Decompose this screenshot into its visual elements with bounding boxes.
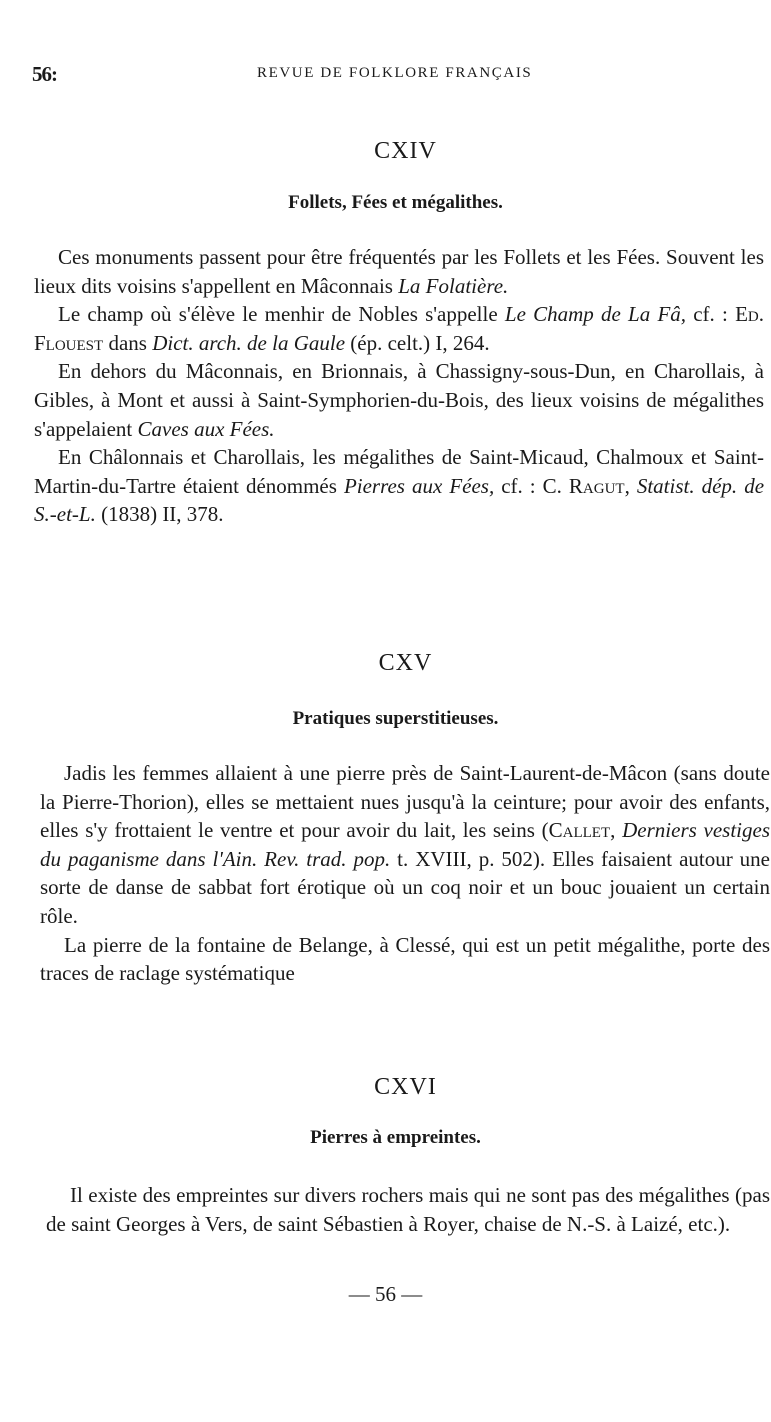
- author-name: Ed. Flouest: [34, 302, 764, 355]
- paragraph: [34, 300, 764, 357]
- text-run: Il existe des empreintes sur divers rochers mais qui ne sont pas des mégalithes (pas de saint Georges à Vers, de saint Sébastien à Royer, chaise de N.-S. à Laizé, etc.).: [46, 1183, 770, 1236]
- author-name: Callet,: [548, 818, 616, 843]
- section-numeral: CXVI: [374, 1074, 437, 1100]
- italic-run: Dict. arch. de la Gaule: [152, 330, 346, 355]
- paragraph: [34, 357, 764, 443]
- text-run: Jadis les femmes allaient à une pierre près de Saint-Laurent-de-Mâcon (sans doute la Pierre-Thorion), elles se mettaient nues jusqu'à la ceinture; pour avoir des enfants, elles s'y frottaient le ventre et pour avoir du lait, les seins (: [40, 761, 770, 843]
- section-cxvi-body: [46, 1181, 770, 1238]
- text-run: En Châlonnais et Charollais, les mégalithes de Saint-Micaud, Chalmoux et Saint-Martin-du-Tartre étaient dénommés: [34, 445, 764, 498]
- text-run: Ces monuments passent pour être fréquentés par les Follets et les Fées. Souvent les lieux dits voisins s'appellent en Mâconnais: [34, 245, 764, 298]
- text-run: (1838) II, 378.: [95, 502, 224, 527]
- paragraph: [40, 759, 770, 931]
- running-header: [32, 62, 752, 86]
- section-cxvi: [0, 1072, 771, 1102]
- italic-run: La Folatière.: [398, 273, 509, 298]
- text-run: Le champ où s'élève le menhir de Nobles s'appelle: [58, 302, 505, 327]
- text-run: (ép. celt.) I, 264.: [345, 330, 490, 355]
- section-cxv: [0, 648, 771, 678]
- paragraph: [34, 243, 764, 300]
- text-run: [630, 474, 637, 498]
- text-run: cf. :: [686, 302, 736, 327]
- section-cxiv-body: [34, 243, 764, 529]
- section-numeral: CXV: [378, 650, 433, 676]
- paragraph: [34, 443, 764, 529]
- section-title: Pierres à empreintes.: [310, 1127, 481, 1148]
- italic-run: Le Champ de La Fâ,: [504, 302, 687, 327]
- paragraph: [46, 1181, 770, 1238]
- section-cxv-body: [40, 759, 770, 988]
- italic-run: Derniers vestiges du paganisme dans l'Ain. Rev. trad. pop.: [40, 818, 771, 871]
- text-run: t. XVIII, p. 502). Elles faisaient autour une sorte de danse de sabbat fort érotique où un coq noir et un bouc jouaient un certain rôle.: [40, 846, 770, 928]
- section-title: Pratiques superstitieuses.: [292, 708, 499, 729]
- italic-run: Caves aux Fées.: [137, 416, 275, 441]
- text-run: En dehors du Mâconnais, en Brionnais, à Chassigny-sous-Dun, en Charollais, à Gibles, à Mont et aussi à Saint-Symphorien-du-Bois, des lieux voisins de mégalithes s'appelaient: [34, 359, 764, 441]
- section-title: Follets, Fées et mégalithes.: [288, 192, 503, 213]
- text-run: cf. : C.: [494, 473, 569, 498]
- italic-run: Statist. dép. de S.-et-L.: [34, 473, 765, 527]
- author-name: Ragut,: [568, 473, 630, 498]
- italic-run: Pierres aux Fées,: [343, 473, 495, 498]
- header-page-number: 56:: [32, 62, 57, 86]
- section-cxiv: [0, 136, 771, 166]
- section-cxiv-heading: [0, 190, 771, 216]
- section-cxv-heading: [0, 706, 771, 732]
- section-cxvi-heading: [0, 1125, 771, 1151]
- journal-title: REVUE DE FOLKLORE FRANÇAIS: [257, 65, 533, 81]
- paragraph: [40, 931, 770, 988]
- text-run: La pierre de la fontaine de Belange, à Clessé, qui est un petit mégalithe, porte des traces de raclage systématique: [40, 932, 770, 986]
- text-run: dans: [103, 330, 153, 355]
- footer-page-number: — 56 —: [348, 1282, 423, 1306]
- section-numeral: CXIV: [374, 138, 437, 164]
